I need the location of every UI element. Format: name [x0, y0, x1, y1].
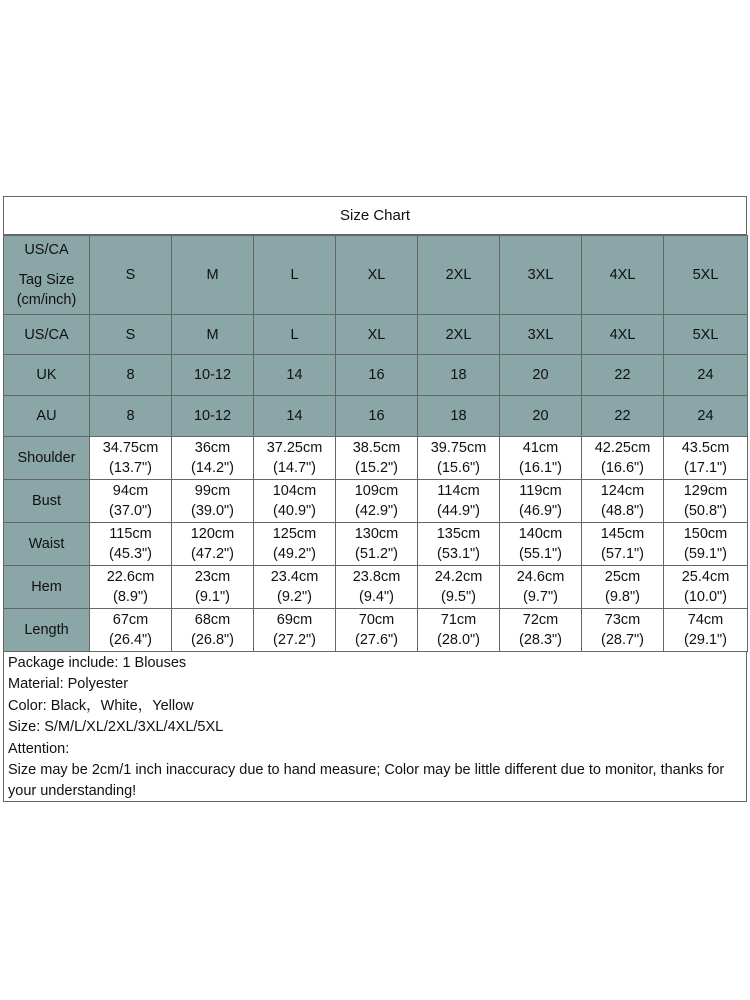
measurement-cm: 150cm	[683, 526, 728, 542]
measurement-cell	[336, 566, 418, 609]
measurement-cm: 36cm	[194, 440, 231, 456]
measurement-cm: 23cm	[194, 569, 231, 585]
region-value: 22	[582, 396, 664, 437]
measurement-cm: 72cm	[522, 612, 559, 628]
measurement-cm: 25cm	[604, 569, 641, 585]
measurement-cell	[254, 566, 336, 609]
measurement-inch: (10.0")	[683, 589, 728, 605]
region-value: 8	[90, 396, 172, 437]
measurement-inch: (45.3")	[108, 546, 153, 562]
measurement-cell	[500, 480, 582, 523]
measurement-inch: (48.8")	[600, 503, 645, 519]
measurement-cell	[500, 566, 582, 609]
measurement-cell	[664, 566, 748, 609]
measurement-inch: (16.1")	[518, 460, 563, 476]
measurement-cm: 37.25cm	[266, 440, 323, 456]
measurement-cell	[90, 480, 172, 523]
measurement-inch: (29.1")	[683, 632, 728, 648]
note-line: Package include: 1 Blouses	[8, 655, 187, 671]
region-value: M	[172, 315, 254, 355]
measurement-inch: (44.9")	[436, 503, 481, 519]
measurement-inch: (42.9")	[354, 503, 399, 519]
measurement-cm: 70cm	[358, 612, 395, 628]
note-line: Size may be 2cm/1 inch inaccuracy due to hand measure; Color may be little different due to monitor, thanks for your understanding!	[8, 762, 725, 800]
measurement-cell	[172, 523, 254, 566]
measurement-inch: (47.2")	[190, 546, 235, 562]
measurement-cell	[254, 437, 336, 480]
measurement-inch: (26.4")	[108, 632, 153, 648]
measurement-inch: (27.2")	[272, 632, 317, 648]
measurement-cm: 140cm	[518, 526, 563, 542]
measurement-cm: 68cm	[194, 612, 231, 628]
measurement-cm: 71cm	[440, 612, 477, 628]
size-header-cell: M	[172, 236, 254, 315]
measurement-cm: 67cm	[112, 612, 149, 628]
region-label: AU	[4, 396, 90, 437]
note-line: Size: S/M/L/XL/2XL/3XL/4XL/5XL	[8, 719, 224, 736]
measurement-inch: (50.8")	[683, 503, 728, 519]
measurement-cell	[418, 437, 500, 480]
measurement-cell	[254, 609, 336, 652]
measurement-cm: 125cm	[272, 526, 317, 542]
measurement-inch: (13.7")	[108, 460, 153, 476]
region-value: 24	[664, 355, 748, 396]
region-row	[4, 315, 748, 355]
tag-header-line3: (cm/inch)	[16, 292, 77, 308]
region-value: 20	[500, 396, 582, 437]
region-value: XL	[336, 315, 418, 355]
measurement-cell	[582, 437, 664, 480]
measurement-cell	[254, 523, 336, 566]
region-value: 24	[664, 396, 748, 437]
measurement-cm: 34.75cm	[102, 440, 159, 456]
measurement-inch: (28.0")	[436, 632, 481, 648]
measurement-cell	[418, 566, 500, 609]
measurement-inch: (57.1")	[600, 546, 645, 562]
region-value: 4XL	[582, 315, 664, 355]
region-value: S	[90, 315, 172, 355]
tag-size-header	[4, 236, 90, 315]
measurement-label: Shoulder	[4, 437, 90, 480]
measurement-cm: 24.2cm	[434, 569, 483, 585]
measurement-inch: (39.0")	[190, 503, 235, 519]
measurement-cm: 145cm	[600, 526, 645, 542]
measurement-row	[4, 566, 748, 609]
measurement-cell	[582, 566, 664, 609]
region-value: 18	[418, 396, 500, 437]
measurement-cell	[336, 523, 418, 566]
measurement-cell	[664, 437, 748, 480]
measurement-cell	[336, 480, 418, 523]
note-line: Color: Black，White，Yellow	[8, 697, 194, 714]
measurement-inch: (8.9")	[113, 589, 148, 605]
measurement-cm: 41cm	[522, 440, 559, 456]
measurement-cm: 119cm	[519, 483, 562, 499]
size-header-row	[4, 236, 748, 315]
measurement-inch: (9.5")	[441, 589, 476, 605]
measurement-row	[4, 437, 748, 480]
measurement-cell	[336, 437, 418, 480]
measurement-cell	[500, 523, 582, 566]
region-value: 5XL	[664, 315, 748, 355]
measurement-cm: 23.8cm	[352, 569, 401, 585]
measurement-cell	[90, 523, 172, 566]
measurement-inch: (17.1")	[683, 460, 728, 476]
measurement-cm: 42.25cm	[594, 440, 651, 456]
region-value: 2XL	[418, 315, 500, 355]
measurement-cm: 73cm	[604, 612, 641, 628]
measurement-inch: (14.7")	[272, 460, 317, 476]
size-header-cell: 5XL	[664, 236, 748, 315]
size-header-cell: 2XL	[418, 236, 500, 315]
measurement-cell	[90, 609, 172, 652]
measurement-cm: 114cm	[437, 483, 480, 499]
measurement-cell	[664, 609, 748, 652]
measurement-cell	[582, 523, 664, 566]
measurement-label: Hem	[4, 566, 90, 609]
measurement-cell	[172, 566, 254, 609]
region-label: UK	[4, 355, 90, 396]
region-value: 10-12	[172, 396, 254, 437]
measurement-cell	[500, 437, 582, 480]
measurement-cm: 129cm	[683, 483, 728, 499]
measurement-inch: (15.6")	[436, 460, 481, 476]
measurement-cm: 109cm	[354, 483, 399, 499]
tag-header-line2: Tag Size	[18, 272, 75, 288]
measurement-cell	[418, 480, 500, 523]
measurement-cell	[664, 480, 748, 523]
region-value: 18	[418, 355, 500, 396]
region-value: 16	[336, 396, 418, 437]
measurement-label: Bust	[4, 480, 90, 523]
region-value: 8	[90, 355, 172, 396]
size-header-cell: XL	[336, 236, 418, 315]
measurement-inch: (40.9")	[272, 503, 317, 519]
region-row	[4, 355, 748, 396]
region-value: 10-12	[172, 355, 254, 396]
measurement-inch: (9.2")	[277, 589, 312, 605]
measurement-cm: 24.6cm	[516, 569, 565, 585]
measurement-cm: 39.75cm	[430, 440, 487, 456]
measurement-inch: (9.7")	[523, 589, 558, 605]
region-value: L	[254, 315, 336, 355]
region-value: 22	[582, 355, 664, 396]
measurement-inch: (14.2")	[190, 460, 235, 476]
product-notes	[4, 652, 746, 803]
measurement-inch: (55.1")	[518, 546, 563, 562]
measurement-cell	[254, 480, 336, 523]
region-value: 14	[254, 396, 336, 437]
measurement-inch: (16.6")	[600, 460, 645, 476]
measurement-cm: 135cm	[436, 526, 481, 542]
measurement-cell	[172, 437, 254, 480]
measurement-cm: 25.4cm	[681, 569, 730, 585]
measurement-inch: (27.6")	[354, 632, 399, 648]
region-value: 14	[254, 355, 336, 396]
measurement-inch: (59.1")	[683, 546, 728, 562]
measurement-inch: (9.8")	[605, 589, 640, 605]
measurement-cell	[418, 609, 500, 652]
note-line: Material: Polyester	[8, 676, 129, 693]
measurement-cell	[500, 609, 582, 652]
measurement-inch: (46.9")	[518, 503, 563, 519]
size-header-cell: L	[254, 236, 336, 315]
measurement-row	[4, 480, 748, 523]
measurement-row	[4, 609, 748, 652]
region-value: 16	[336, 355, 418, 396]
measurement-inch: (15.2")	[354, 460, 399, 476]
measurement-inch: (26.8")	[190, 632, 235, 648]
measurement-cell	[582, 609, 664, 652]
measurement-inch: (49.2")	[272, 546, 317, 562]
measurement-cm: 69cm	[276, 612, 313, 628]
size-header-cell: S	[90, 236, 172, 315]
measurement-cm: 130cm	[354, 526, 399, 542]
region-value: 20	[500, 355, 582, 396]
measurement-cm: 115cm	[109, 526, 152, 542]
measurement-cm: 124cm	[600, 483, 645, 499]
measurement-cell	[90, 437, 172, 480]
measurement-inch: (9.1")	[195, 589, 230, 605]
measurement-inch: (51.2")	[354, 546, 399, 562]
measurement-cm: 38.5cm	[352, 440, 401, 456]
region-value: 3XL	[500, 315, 582, 355]
measurement-cm: 94cm	[112, 483, 149, 499]
size-header-cell: 3XL	[500, 236, 582, 315]
measurement-cm: 23.4cm	[270, 569, 319, 585]
measurement-cell	[172, 480, 254, 523]
size-chart-panel	[3, 196, 747, 802]
measurement-cell	[418, 523, 500, 566]
region-label: US/CA	[4, 315, 90, 355]
measurement-cell	[336, 609, 418, 652]
measurement-cm: 22.6cm	[106, 569, 155, 585]
measurement-inch: (9.4")	[359, 589, 394, 605]
note-line: Attention:	[8, 740, 70, 757]
measurement-inch: (28.3")	[518, 632, 563, 648]
measurement-inch: (53.1")	[436, 546, 481, 562]
measurement-cell	[172, 609, 254, 652]
measurement-cm: 43.5cm	[681, 440, 730, 456]
chart-title: Size Chart	[4, 197, 746, 235]
measurement-label: Length	[4, 609, 90, 652]
measurement-cell	[664, 523, 748, 566]
measurement-label: Waist	[4, 523, 90, 566]
measurement-cm: 104cm	[272, 483, 317, 499]
measurement-cm: 99cm	[194, 483, 231, 499]
measurement-inch: (37.0")	[108, 503, 153, 519]
measurement-cm: 74cm	[687, 612, 724, 628]
measurement-row	[4, 523, 748, 566]
size-header-cell: 4XL	[582, 236, 664, 315]
measurement-cell	[582, 480, 664, 523]
measurement-inch: (28.7")	[600, 632, 645, 648]
size-table	[3, 235, 748, 652]
tag-header-line1: US/CA	[24, 242, 69, 258]
region-row	[4, 396, 748, 437]
measurement-cm: 120cm	[190, 526, 235, 542]
measurement-cell	[90, 566, 172, 609]
